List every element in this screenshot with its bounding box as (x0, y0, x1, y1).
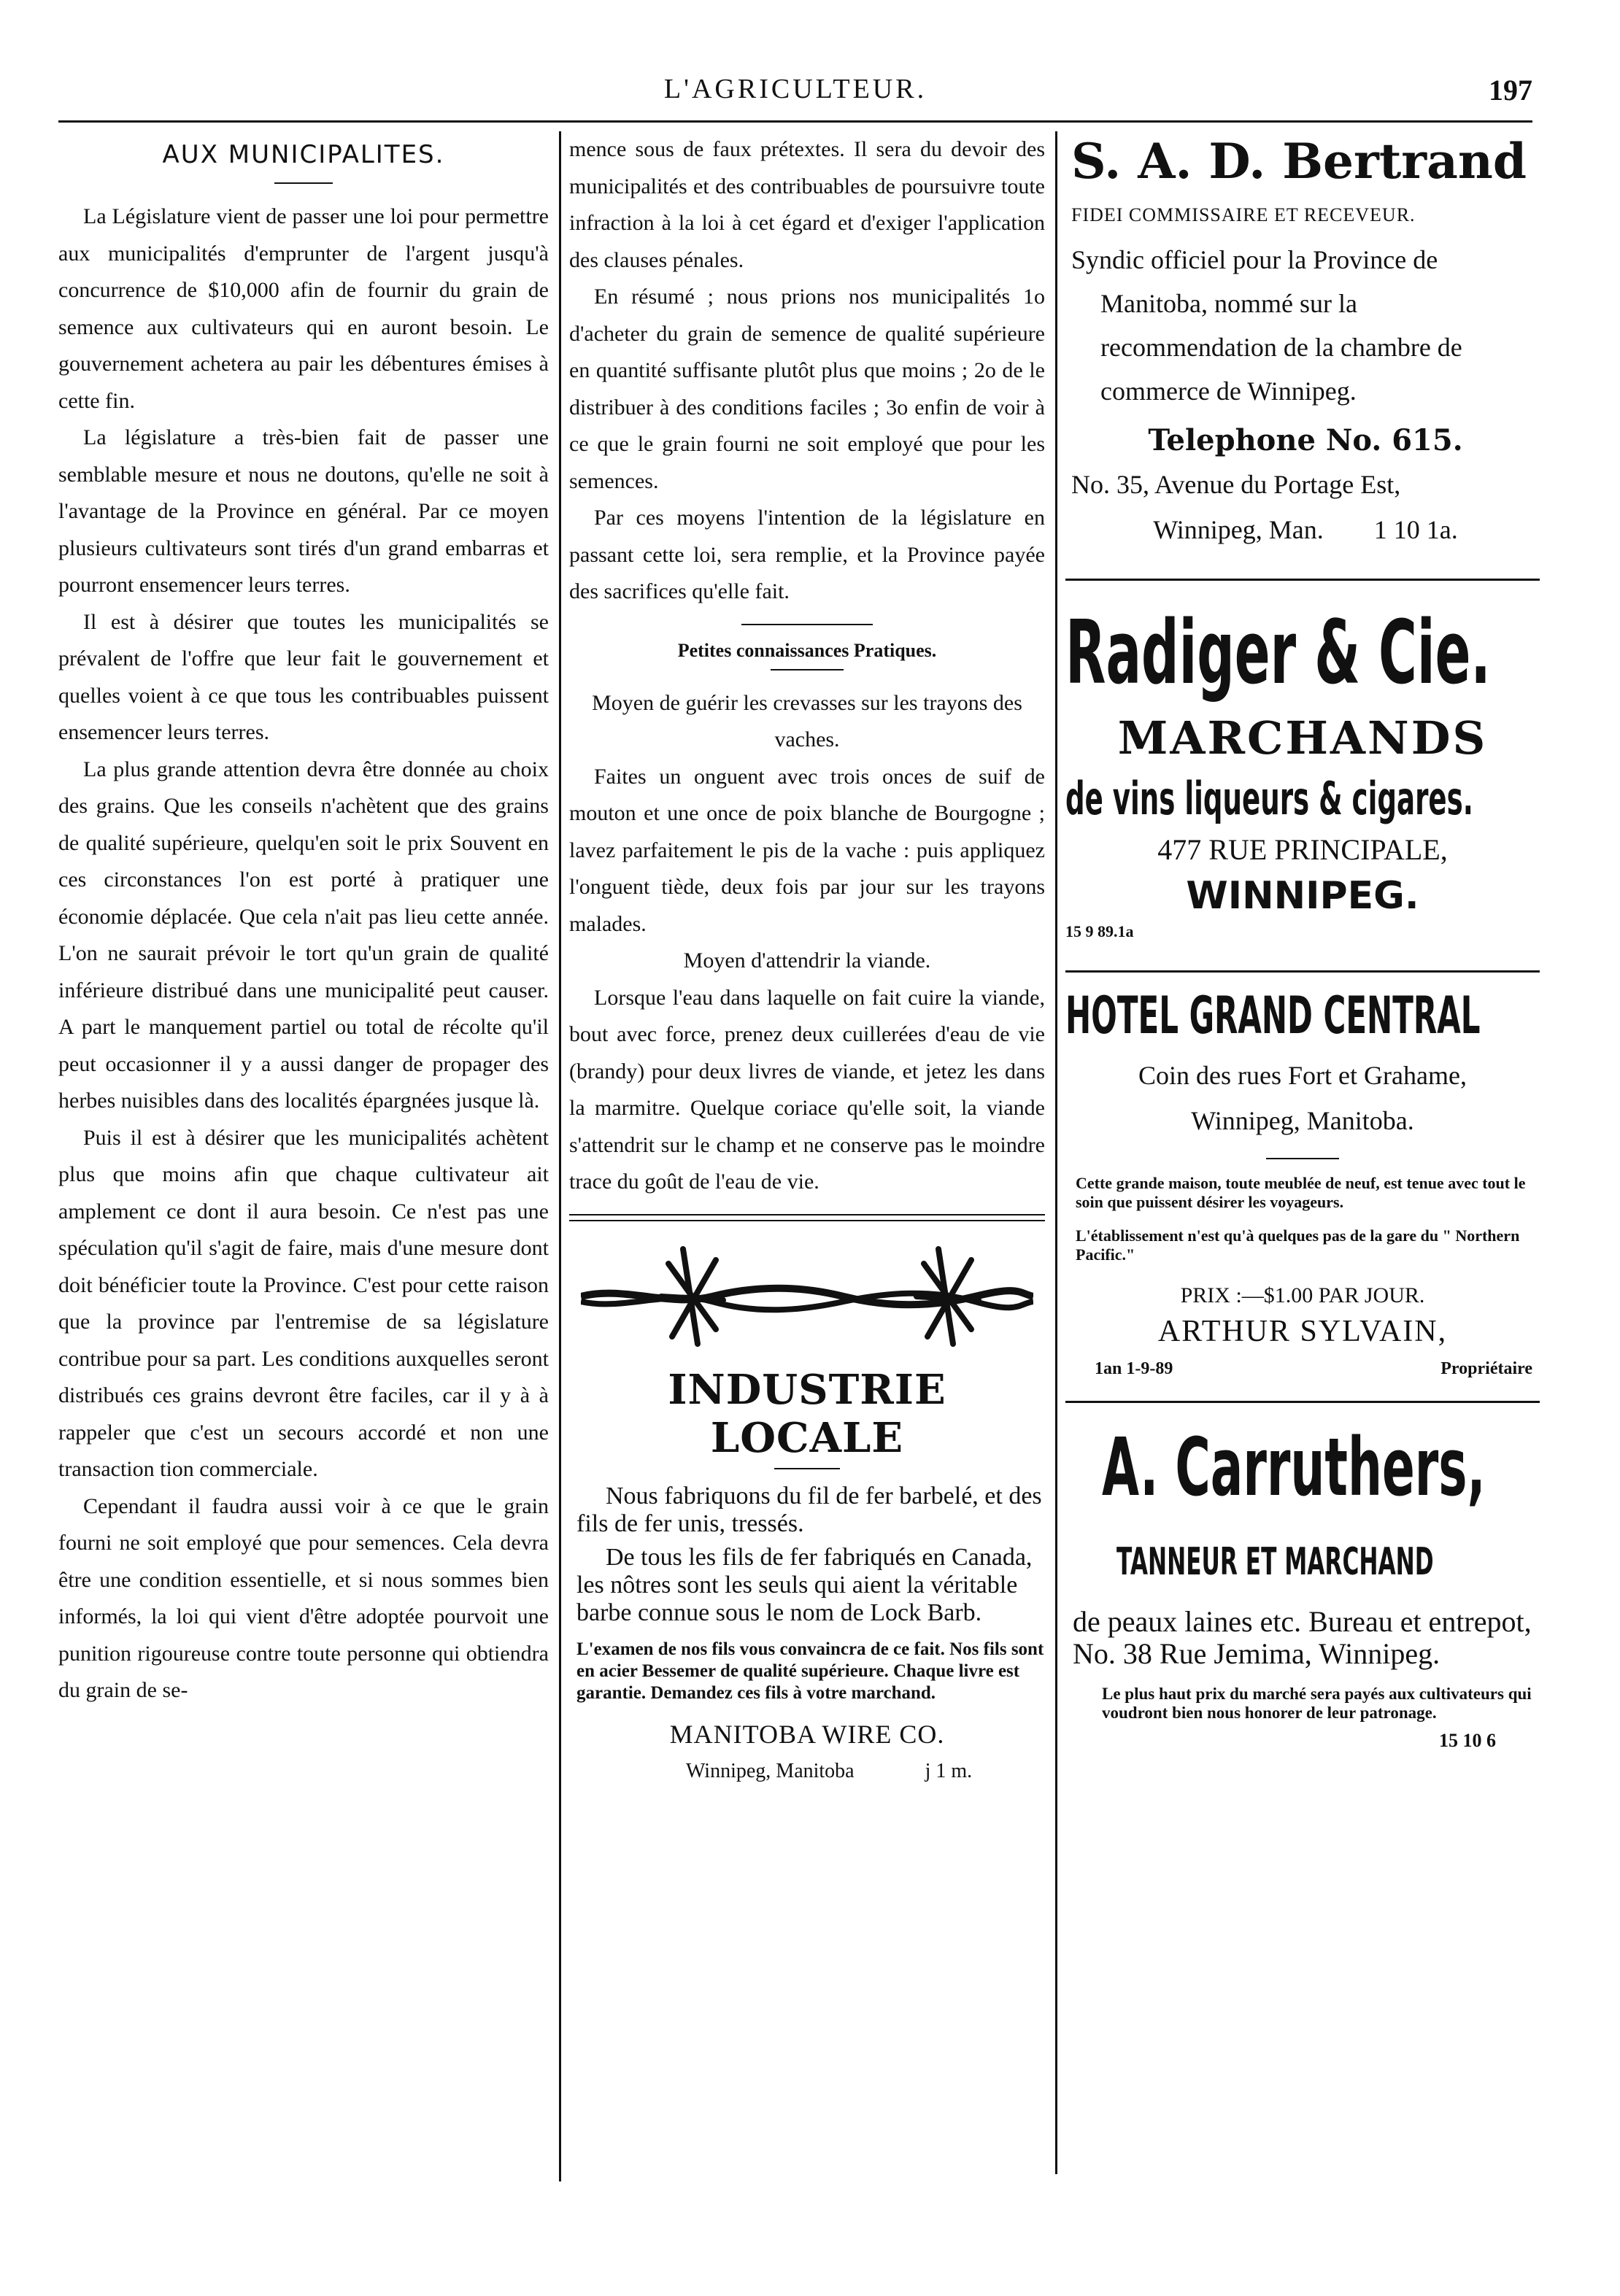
wire-advertisement (569, 1234, 1045, 1783)
company-city: Winnipeg, Manitoba (686, 1759, 855, 1782)
advertiser-city: WINNIPEG. (1186, 874, 1419, 918)
title-rule (274, 182, 333, 184)
header-rule (58, 120, 1532, 123)
ad-code: j 1 m. (925, 1759, 973, 1782)
advertiser-name: S. A. D. Bertrand (1071, 133, 1527, 190)
ad-code: 1 10 1a. (1373, 515, 1458, 544)
paragraph: Lorsque l'eau dans laquelle on fait cuire la viande, bout avec force, prenez deux cuillerées d'eau de vie (brandy) pour deux livres de viande, et jetez les dans la marmitre. Quelque coriace qu'elle soit, la viande s'attendrit sur le champ et ne conserve pas le moindre trace du goût de l'eau de vie. (569, 985, 1045, 1194)
paragraph: Par ces moyens l'intention de la législature en passant cette loi, sera remplie, et la Province payée des sacrifices qu'elle fait. (569, 506, 1045, 603)
ad-paragraph-small: L'examen de nos fils vous convaincra de ce fait. Nos fils sont en acier Bessemer de qualité supérieure. Chaque livre est garantie. Demandez ces fils à votre marchand. (576, 1639, 1044, 1703)
hotel-owner: ARTHUR SYLVAIN, (1157, 1315, 1448, 1348)
ad-code: 15 10 6 (1439, 1730, 1496, 1751)
hotel-description: Cette grande maison, toute meublée de neuf, est tenue avec tout le soin que puissent désirer les voyageurs. (1076, 1174, 1526, 1211)
paragraph: Puis il est à désirer que les municipalités achètent plus que moins afin que chaque cultivateur ait amplement ce dont il aura besoin. Ce n'est pas une spéculation qu'il s'agit de faire, mais d'une mesure dont doit bénéficier toute la Province. C'est pour cette raison que la province par l'entremise de sa législature contribue pour sa part. Les conditions auxquelles seront distribués ces grains devront être faciles, car il y à à rappeler que c'est un secours accordé et non une transaction tion commerciale. (58, 1125, 549, 1481)
advertiser-address: No. 35, Avenue du Portage Est, (1071, 470, 1401, 499)
article-body (58, 198, 549, 1709)
advertiser-line: MARCHANDS (1117, 711, 1488, 765)
column-advertisements (1065, 131, 1540, 1752)
article-title: AUX MUNICIPALITES. (162, 140, 445, 169)
paragraph: mence sous de faux prétextes. Il sera du devoir des municipalités et des contribuables de poursuivre toute infraction à la loi à cet égard et d'exiger l'application des clauses pénales. (569, 137, 1045, 272)
tips-body (569, 685, 1045, 1201)
hotel-description: L'établissement n'est qu'à quelques pas de la gare du " Northern Pacific." (1076, 1226, 1520, 1264)
paragraph: En résumé ; nous prions nos municipalités 1o d'acheter du grain de semence de qualité supérieure en quantité suffisante plutôt plus que moins ; 2o de le distribuer à des conditions faciles ; 3o enfin de voir à ce que le grain fourni ne soit employé que pour les semences. (569, 285, 1045, 493)
hotel-city: Winnipeg, Manitoba. (1191, 1106, 1414, 1135)
ad-rule (774, 1468, 840, 1469)
ad-code: 1an 1-9-89 (1095, 1359, 1173, 1378)
advertiser-city: Winnipeg, Man. (1153, 515, 1324, 544)
hotel-rule (1266, 1158, 1339, 1159)
company-location (686, 1760, 1045, 1783)
paragraph: Faites un onguent avec trois onces de suif de mouton et une once de poix blanche de Bourgogne ; lavez parfaitement le pis de la vache : puis appliquez l'onguent tiède, deux fois par jour sur les trayons malades. (569, 764, 1045, 936)
advertiser-name: HOTEL GRAND CENTRAL (1065, 986, 1481, 1045)
page-header (58, 73, 1532, 114)
advertiser-body: de peaux laines etc. Bureau et entrepot, No. 38 Rue Jemima, Winnipeg. (1073, 1605, 1532, 1670)
paragraph: Il est à désirer que toutes les municipalités se prévalent de l'offre que leur fait le gouvernement et quelles voient à ce que tous les contribuables puissent ensemencer leurs terres. (58, 609, 549, 744)
section-title: Petites connaissances Pratiques. (677, 639, 937, 661)
hotel-advertisement (1065, 986, 1540, 1379)
column-middle (569, 131, 1045, 1783)
tip-heading: Moyen de guérir les crevasses sur les trayons des vaches. (592, 690, 1022, 751)
hotel-address: Coin des rues Fort et Grahame, (1138, 1061, 1467, 1090)
column-municipalites (58, 131, 549, 1709)
ad-separator (1065, 579, 1540, 581)
ad-title: INDUSTRIE LOCALE (668, 1365, 946, 1462)
hotel-footer (1095, 1359, 1532, 1379)
advertiser-role: FIDEI COMMISSAIRE ET RECEVEUR. (1071, 204, 1416, 225)
ad-separator (1065, 1401, 1540, 1403)
paragraph: Cependant il faudra aussi voir à ce que le grain fourni ne soit employé que pour semences. Cela devra être une condition essentielle, et si nous sommes bien informés, la loi qui vient d'être adoptée pourvoit une punition rigoureuse contre toute personne qui obtiendra du grain de se- (58, 1493, 549, 1702)
advertiser-name: A. Carruthers, (1102, 1420, 1486, 1514)
ad-separator (569, 1214, 1045, 1221)
advertiser-name: Radiger & Cie. (1065, 603, 1491, 704)
owner-title: Propriétaire (1440, 1359, 1532, 1378)
column-divider-1 (559, 131, 561, 2181)
advertiser-line: de vins liqueurs & cigares. (1065, 772, 1473, 825)
page-number: 197 (1489, 74, 1532, 107)
ad-separator (1065, 970, 1540, 973)
advertiser-note: Le plus haut prix du marché sera payés aux cultivateurs qui voudront bien nous honorer de leur patronage. (1102, 1685, 1532, 1722)
article-continuation (569, 131, 1045, 611)
paragraph: La plus grande attention devra être donnée au choix des grains. Que les conseils n'achètent que des grains de qualité supérieure, quelqu'en soit le prix Souvent en ces circonstances l'on est porté à pratiquer une économie déplacée. Que cela n'ait pas lieu cette année. L'on ne saurait prévoir le tort qu'un grain de qualité inférieure distribué dans une municipalité peut causer. A part le manquement partiel ou total de récolte qu'il peut occasionner il y a aussi danger de propager des herbes nuisibles dans des localités épargnées jusque là. (58, 757, 549, 1113)
tip-heading: Moyen d'attendrir la viande. (683, 948, 931, 973)
section-rule (741, 624, 873, 625)
advertiser-city-line (1071, 507, 1540, 552)
paragraph: La Législature vient de passer une loi pour permettre aux municipalités d'emprunter de l'argent jusqu'à concurrence de $10,000 afin de fournir du grain de semence aux cultivateurs qui en auront besoin. Le gouvernement achetera au pair les débentures émises à cette fin. (58, 204, 549, 413)
bertrand-advertisement (1065, 133, 1540, 552)
company-name: MANITOBA WIRE CO. (669, 1719, 945, 1749)
ad-paragraph: Nous fabriquons du fil de fer barbelé, et des fils de fer unis, tressés. (576, 1482, 1042, 1537)
section-rule-2 (771, 669, 844, 670)
advertiser-body: Syndic officiel pour la Province de Manitoba, nommé sur la recommendation de la chambre de commerce de Winnipeg. (1071, 245, 1462, 406)
newspaper-title: L'AGRICULTEUR. (663, 74, 927, 104)
advertiser-line: TANNEUR ET MARCHAND (1116, 1540, 1434, 1584)
column-divider-2 (1055, 131, 1057, 2174)
hotel-price: PRIX :—$1.00 PAR JOUR. (1180, 1283, 1425, 1307)
advertiser-address: 477 RUE PRINCIPALE, (1157, 833, 1448, 866)
ad-paragraph: De tous les fils de fer fabriqués en Canada, les nôtres sont les seuls qui aient la véritable barbe connue sous le nom de Lock Barb. (576, 1543, 1033, 1626)
carruthers-advertisement (1065, 1420, 1540, 1752)
barbed-wire-icon (581, 1234, 1033, 1358)
radiger-advertisement (1065, 603, 1540, 941)
paragraph: La législature a très-bien fait de passer une semblable mesure et nous ne doutons, qu'elle ne soit à l'avantage de la Province en général. Par ce moyen plusieurs cultivateurs sont tirés d'un grand embarras et pourront ensemencer leurs terres. (58, 425, 549, 597)
ad-code: 15 9 89.1a (1065, 922, 1134, 940)
telephone: Telephone No. 615. (1148, 423, 1463, 457)
